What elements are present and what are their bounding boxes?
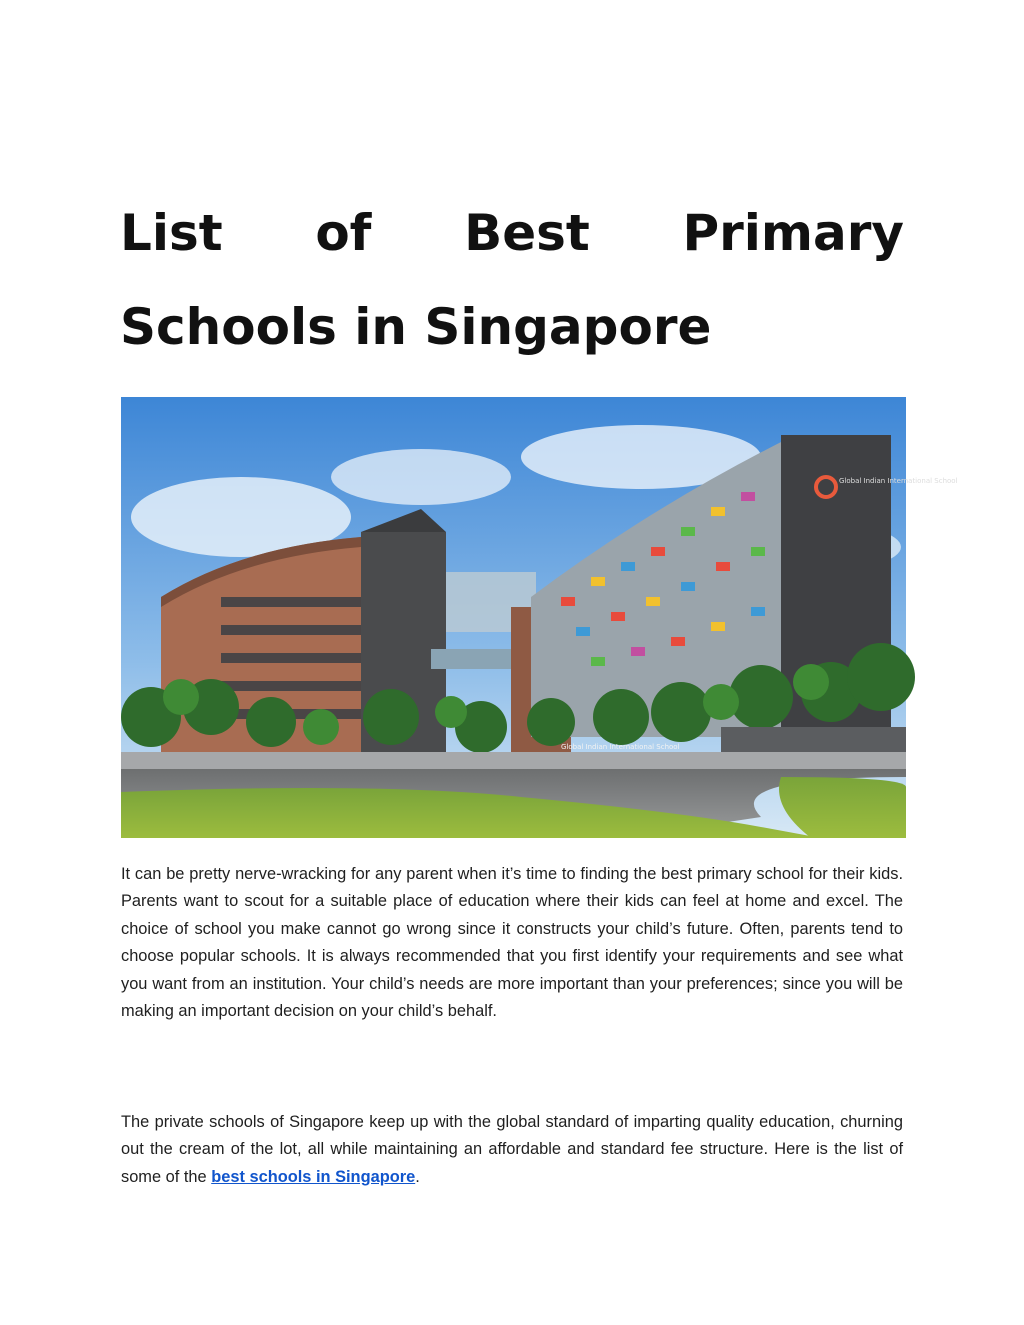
page-title: List of Best Primary Schools in Singapore [120,204,904,356]
second-paragraph-text: The private schools of Singapore keep up with the global standard of imparting quality education, churning out the cream of the lot, all while maintaining an affordable and standard fee structure. Here is the list of some of the [121,1113,903,1186]
second-paragraph [121,1109,903,1191]
ground-sign-text: Global Indian International School [561,743,680,751]
intro-paragraph: It can be pretty nerve-wracking for any parent when it’s time to finding the best primary school for their kids. Parents want to scout for a suitable place of education where their kids can feel at home and excel. The choice of school you make cannot go wrong since it constructs your child’s future. Often, parents tend to choose popular schools. It is always recommended that you first identify your requirements and see what you want from an institution. Your child’s needs are more important than your preferences; since you will be making an important decision on your child’s behalf. [121,865,903,1021]
second-paragraph-end: . [415,1167,420,1186]
building-sign-text: Global Indian International School [839,477,958,485]
school-building-photo [121,397,958,838]
best-schools-link[interactable]: best schools in Singapore [211,1167,416,1186]
